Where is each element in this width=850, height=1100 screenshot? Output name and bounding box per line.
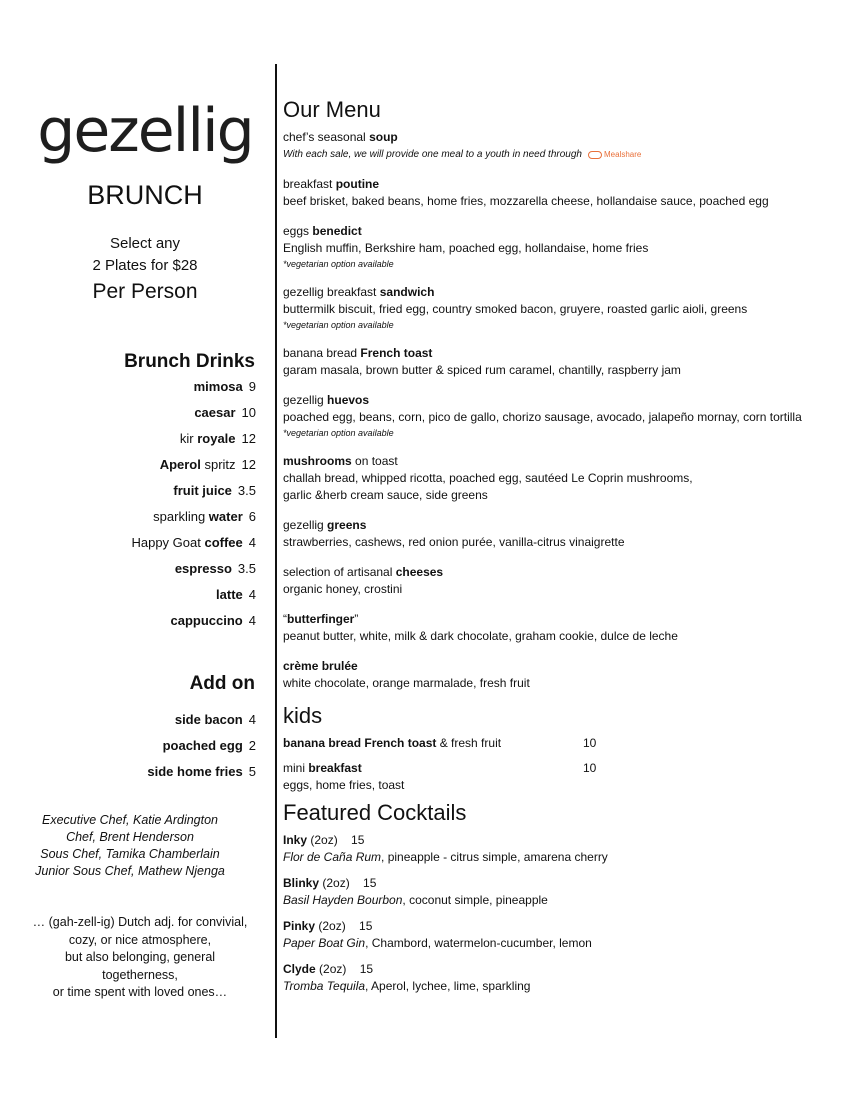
bold-text: side bacon — [174, 712, 243, 727]
list-item — [131, 533, 256, 559]
mealshare-icon — [588, 151, 602, 159]
item-price: 10 — [583, 761, 597, 775]
item-price: 9 — [248, 379, 256, 394]
bold-text: caesar — [194, 405, 236, 420]
bold-text: fruit juice — [173, 483, 232, 498]
cocktail-description — [283, 892, 843, 909]
cocktail-item — [283, 875, 843, 909]
text-segment: Paper Boat Gin — [283, 936, 366, 950]
bold-text: sandwich — [379, 285, 435, 299]
menu-item — [283, 129, 843, 163]
item-title — [283, 129, 843, 146]
cocktail-description — [283, 935, 843, 952]
item-name — [153, 509, 243, 524]
bold-text: greens — [327, 518, 367, 532]
text-segment: , Chambord, watermelon-cucumber, lemon — [365, 936, 592, 950]
menu-item — [283, 345, 843, 379]
drinks-heading: Brunch Drinks — [124, 351, 255, 372]
text-segment: Tromba Tequila — [283, 979, 366, 993]
drinks-list — [131, 377, 256, 637]
text-segment: (2oz) 15 — [315, 962, 374, 976]
kids-row — [283, 760, 843, 777]
text-segment: (2oz) 15 — [315, 919, 373, 933]
item-price: 3.5 — [237, 561, 256, 576]
item-name — [160, 457, 236, 472]
item-price: 4 — [248, 712, 256, 727]
text-segment: (2oz) 15 — [319, 876, 377, 890]
item-name — [216, 587, 243, 602]
item-description: English muffin, Berkshire ham, poached egg, hollandaise, home fries — [283, 241, 649, 255]
bold-text: crème brulée — [283, 659, 358, 673]
bold-text: poutine — [335, 177, 380, 191]
bold-text: espresso — [174, 561, 232, 576]
charity-note — [283, 146, 843, 163]
item-description: strawberries, cashews, red onion purée, vanilla-citrus vinaigrette — [283, 535, 625, 549]
text-segment: (2oz) 15 — [307, 833, 365, 847]
menu-item — [283, 176, 843, 210]
menu-heading: Our Menu — [283, 97, 381, 122]
bold-text: Blinky — [283, 876, 320, 890]
per-person: Per Person — [92, 280, 198, 303]
item-name — [194, 379, 243, 394]
column-divider — [275, 64, 277, 1038]
text-segment: banana bread — [283, 346, 361, 360]
item-title — [283, 658, 843, 675]
bold-text: poached egg — [162, 738, 243, 753]
text-segment: gezellig breakfast — [283, 285, 380, 299]
list-item — [131, 429, 256, 455]
cocktail-title — [283, 832, 843, 849]
text-segment: on toast — [351, 454, 398, 468]
menu-item — [283, 658, 843, 692]
bold-text: French toast — [360, 346, 433, 360]
bold-text: cheeses — [395, 565, 444, 579]
gezellig-logo: gezellig — [37, 96, 253, 166]
bold-text: side home fries — [147, 764, 243, 779]
menu-item — [283, 392, 843, 440]
bold-text: Aperol — [159, 457, 201, 472]
text-segment: Flor de Caña Rum — [283, 850, 382, 864]
item-description: challah bread, whipped ricotta, poached egg, sautéed Le Coprin mushrooms, — [283, 471, 693, 485]
item-name — [180, 431, 236, 446]
definition-line: cozy, or nice atmosphere, — [68, 932, 212, 947]
bold-text: Clyde — [283, 962, 316, 976]
item-description: eggs, home fries, toast — [283, 778, 405, 792]
bold-text: benedict — [312, 224, 362, 238]
chef-credit: Sous Chef, Tamika Chamberlain — [40, 847, 220, 861]
text-segment: gezellig — [283, 518, 328, 532]
item-description: garlic &herb cream sauce, side greens — [283, 488, 488, 502]
text-segment: Happy Goat — [131, 535, 205, 550]
item-title — [283, 735, 583, 752]
cocktail-item — [283, 918, 843, 952]
item-price: 2 — [248, 738, 256, 753]
item-name — [173, 483, 232, 498]
item-price: 4 — [248, 535, 256, 550]
kids-list — [283, 735, 843, 794]
item-name — [147, 764, 242, 779]
text-segment: eggs — [283, 224, 313, 238]
definition-line: but also belonging, general — [64, 950, 216, 964]
list-item — [131, 377, 256, 403]
brunch-title: BRUNCH — [87, 180, 203, 210]
item-title — [283, 223, 843, 240]
item-description: white chocolate, orange marmalade, fresh fruit — [283, 676, 530, 690]
bold-text: latte — [216, 587, 243, 602]
bold-text: mushrooms — [283, 454, 352, 468]
list-item — [131, 455, 256, 481]
chef-credit: Chef, Brent Henderson — [66, 830, 194, 844]
item-description: organic honey, crostini — [283, 582, 403, 596]
chef-credit: Executive Chef, Katie Ardington — [41, 813, 219, 827]
item-title — [283, 453, 843, 470]
item-name — [171, 613, 243, 628]
item-name — [131, 535, 242, 550]
bold-text: mimosa — [193, 379, 243, 394]
menu-column — [283, 95, 843, 1004]
text-segment: , coconut simple, pineapple — [402, 893, 548, 907]
item-name — [175, 712, 243, 727]
text-segment: gezellig — [283, 393, 328, 407]
cocktails-list — [283, 832, 843, 995]
chef-credits — [0, 812, 260, 880]
mealshare-logo — [588, 150, 641, 159]
item-price: 5 — [248, 764, 256, 779]
definition-line: … (gah-zell-ig) Dutch adj. for convivial, — [32, 915, 248, 929]
list-item — [131, 481, 256, 507]
vegetarian-note: *vegetarian option available — [283, 428, 394, 438]
item-price: 3.5 — [237, 483, 256, 498]
item-title — [283, 176, 843, 193]
offer-line: Select any — [109, 235, 181, 252]
list-item — [131, 585, 256, 611]
item-price: 4 — [248, 587, 256, 602]
definition-line: or time spent with loved ones… — [52, 985, 228, 999]
cocktail-title — [283, 961, 843, 978]
text-segment: chef’s seasonal — [283, 130, 370, 144]
bold-text: huevos — [327, 393, 370, 407]
cocktail-title — [283, 918, 843, 935]
item-price: 12 — [241, 431, 256, 446]
item-title — [283, 345, 843, 362]
text-segment: & fresh fruit — [436, 736, 502, 750]
kids-heading: kids — [283, 703, 323, 728]
item-description: beef brisket, baked beans, home fries, mozzarella cheese, hollandaise sauce, poached egg — [283, 194, 769, 208]
menu-item — [283, 517, 843, 551]
list-item — [131, 611, 256, 637]
bold-text: butterfinger — [287, 612, 355, 626]
bold-text: breakfast — [308, 761, 362, 775]
list-item — [131, 559, 256, 585]
text-segment: Basil Hayden Bourbon — [283, 893, 403, 907]
item-title — [283, 611, 843, 628]
menu-item — [283, 223, 843, 271]
item-description: garam masala, brown butter & spiced rum caramel, chantilly, raspberry jam — [283, 363, 681, 377]
menu-item — [283, 284, 843, 332]
text-segment: , Aperol, lychee, lime, sparkling — [365, 979, 531, 993]
cocktail-item — [283, 832, 843, 866]
item-price: 4 — [248, 613, 256, 628]
item-price: 10 — [583, 736, 597, 750]
list-item — [147, 762, 256, 788]
kids-item — [283, 760, 843, 794]
text-segment: ” — [354, 612, 359, 626]
item-price: 6 — [248, 509, 256, 524]
text-segment: , pineapple - citrus simple, amarena cherry — [381, 850, 608, 864]
item-title — [283, 392, 843, 409]
bold-text: banana bread French toast — [283, 736, 437, 750]
addons-list — [147, 710, 256, 788]
cocktail-title — [283, 875, 843, 892]
charity-text: With each sale, we will provide one meal to a youth in need through — [283, 149, 582, 160]
text-segment: spritz — [200, 457, 236, 472]
kids-item — [283, 735, 843, 752]
addon-heading: Add on — [189, 673, 255, 694]
item-title — [283, 284, 843, 301]
item-title — [283, 517, 843, 534]
menu-list — [283, 129, 843, 692]
item-description: peanut butter, white, milk & dark chocolate, graham cookie, dulce de leche — [283, 629, 678, 643]
offer-text — [20, 233, 270, 277]
bold-text: cappuccino — [170, 613, 243, 628]
cocktails-heading: Featured Cocktails — [283, 800, 467, 825]
text-segment: selection of artisanal — [283, 565, 396, 579]
bold-text: Pinky — [283, 919, 316, 933]
gezellig-definition — [20, 914, 260, 1002]
menu-item — [283, 611, 843, 645]
text-segment: mini — [283, 761, 309, 775]
menu-item — [283, 564, 843, 598]
item-name — [163, 738, 243, 753]
vegetarian-note: *vegetarian option available — [283, 259, 394, 269]
list-item — [147, 736, 256, 762]
item-price: 10 — [241, 405, 256, 420]
text-segment: kir — [179, 431, 198, 446]
list-item — [131, 403, 256, 429]
bold-text: water — [208, 509, 243, 524]
list-item — [147, 710, 256, 736]
text-segment: breakfast — [283, 177, 336, 191]
item-title — [283, 760, 583, 777]
item-description: poached egg, beans, corn, pico de gallo, chorizo sausage, avocado, jalapeño mornay, corn tortilla — [283, 410, 802, 424]
brand-name: Mealshare — [603, 150, 642, 159]
item-price: 12 — [241, 457, 256, 472]
kids-row — [283, 735, 843, 752]
bold-text: coffee — [204, 535, 243, 550]
bold-text: soup — [369, 130, 398, 144]
list-item — [131, 507, 256, 533]
text-segment: sparkling — [153, 509, 209, 524]
bold-text: royale — [197, 431, 236, 446]
cocktail-item — [283, 961, 843, 995]
cocktail-description — [283, 978, 843, 995]
text-segment: “ — [283, 612, 287, 626]
chef-credit: Junior Sous Chef, Mathew Njenga — [35, 864, 225, 878]
item-description: buttermilk biscuit, fried egg, country smoked bacon, gruyere, roasted garlic aioli, greens — [283, 302, 748, 316]
item-name — [194, 405, 235, 420]
bold-text: Inky — [283, 833, 308, 847]
menu-item — [283, 453, 843, 504]
vegetarian-note: *vegetarian option available — [283, 320, 394, 330]
item-title — [283, 564, 843, 581]
item-name — [175, 561, 232, 576]
offer-line: 2 Plates for $28 — [92, 257, 198, 274]
cocktail-description — [283, 849, 843, 866]
definition-line: togetherness, — [102, 967, 178, 982]
